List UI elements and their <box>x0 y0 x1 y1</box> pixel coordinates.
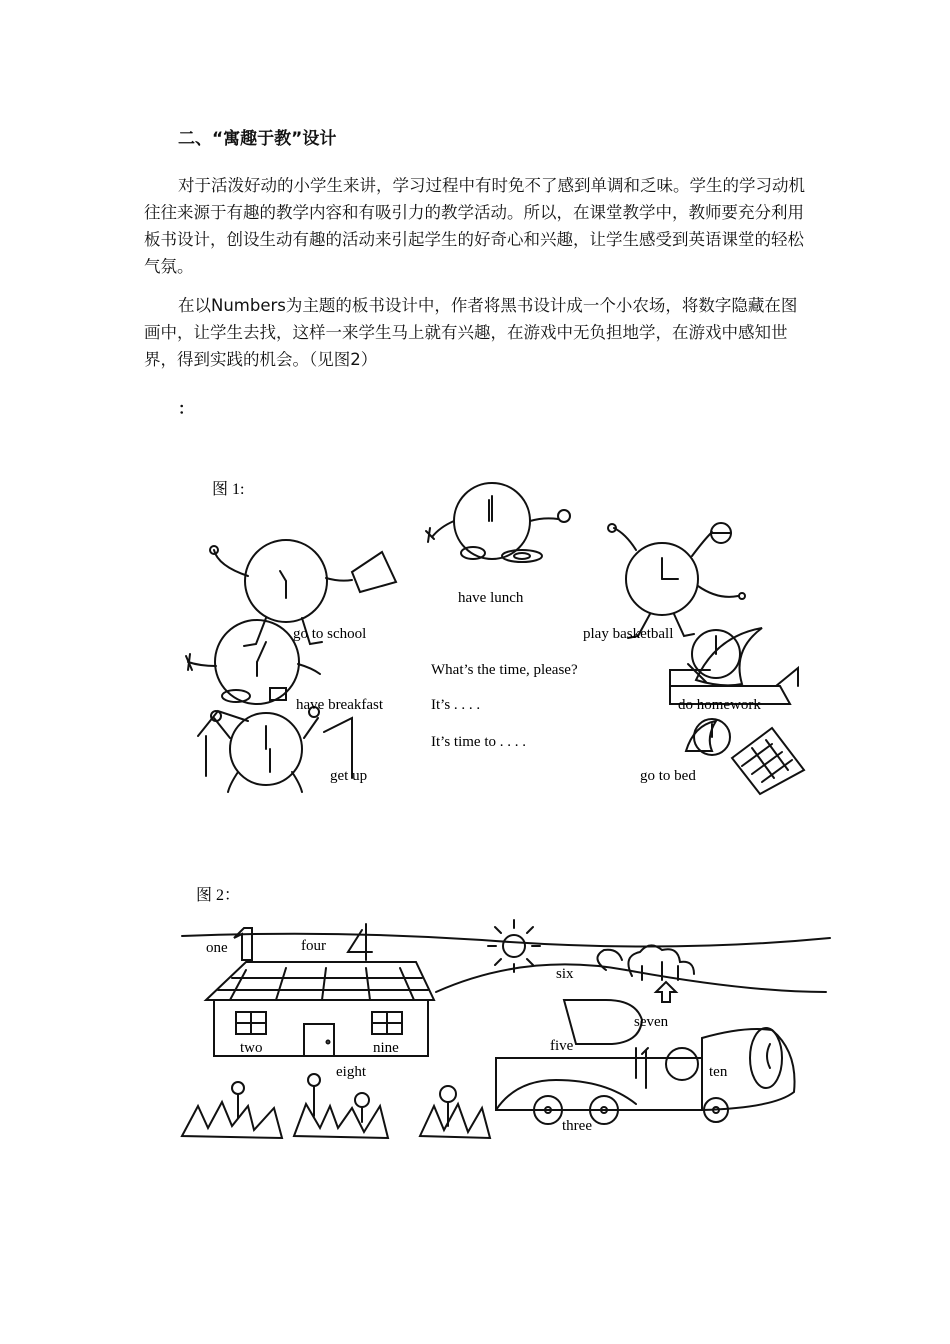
figure-2-caption: 图 2： <box>196 887 241 904</box>
figure-1 <box>176 476 816 806</box>
label-four: four <box>301 938 326 954</box>
phrase-its-time-to: It’s time to . . . . <box>431 734 526 750</box>
label-do-homework: do homework <box>678 697 761 713</box>
label-two: two <box>240 1040 263 1056</box>
number-four-shape <box>348 924 372 960</box>
number-one-shape <box>234 928 252 960</box>
have-lunch-clock-icon <box>426 483 570 562</box>
figure-1-drawing <box>176 476 816 806</box>
label-seven: seven <box>634 1014 669 1030</box>
flowers-grass-icon <box>182 1074 490 1138</box>
phrase-its: It’s . . . . <box>431 697 481 713</box>
label-go-to-school: go to school <box>293 626 367 642</box>
trees-icon <box>597 945 694 980</box>
play-basketball-clock-icon <box>608 523 745 638</box>
label-go-to-bed: go to bed <box>640 768 696 784</box>
label-get-up: get up <box>330 768 368 784</box>
get-up-clock-icon <box>198 707 352 792</box>
label-eight: eight <box>336 1064 366 1080</box>
label-ten: ten <box>709 1064 728 1080</box>
section-heading: 二、“寓趣于教”设计 <box>178 129 337 149</box>
go-to-bed-clock-icon <box>686 719 804 794</box>
phrase-whats-the-time: What’s the time, please? <box>431 662 578 678</box>
figure-2 <box>176 880 836 1160</box>
label-have-breakfast: have breakfast <box>296 697 384 713</box>
label-play-basketball: play basketball <box>583 626 674 642</box>
label-have-lunch: have lunch <box>458 590 524 606</box>
figure-1-caption: 图 1: <box>212 481 245 498</box>
sun-icon <box>488 920 540 972</box>
number-ten-shape <box>642 1048 648 1088</box>
paragraph-2: 在以Numbers为主题的板书设计中，作者将黑书设计成一个小农场，将数字隐藏在图画中，让学生去找，这样一来学生马上就有兴趣，在游戏中无负担地学，在游戏中感知世界，得到实践的机会。（见图2） <box>144 296 798 369</box>
figure-2-drawing <box>176 880 836 1160</box>
label-six: six <box>556 966 574 982</box>
label-nine: nine <box>373 1040 399 1056</box>
label-one: one <box>206 940 228 956</box>
stray-colon: ： <box>178 399 195 418</box>
label-five: five <box>550 1038 574 1054</box>
do-homework-clock-icon <box>670 628 798 704</box>
label-three: three <box>562 1118 592 1134</box>
paragraph-1: 对于活泼好动的小学生来讲，学习过程中有时免不了感到单调和乏味。学生的学习动机往往来源于有趣的教学内容和有吸引力的教学活动。所以，在课堂教学中，教师要充分利用板书设计，创设生动有趣的活动来引起学生的好奇心和兴趣，让学生感受到英语课堂的轻松气氛。 <box>144 176 805 276</box>
